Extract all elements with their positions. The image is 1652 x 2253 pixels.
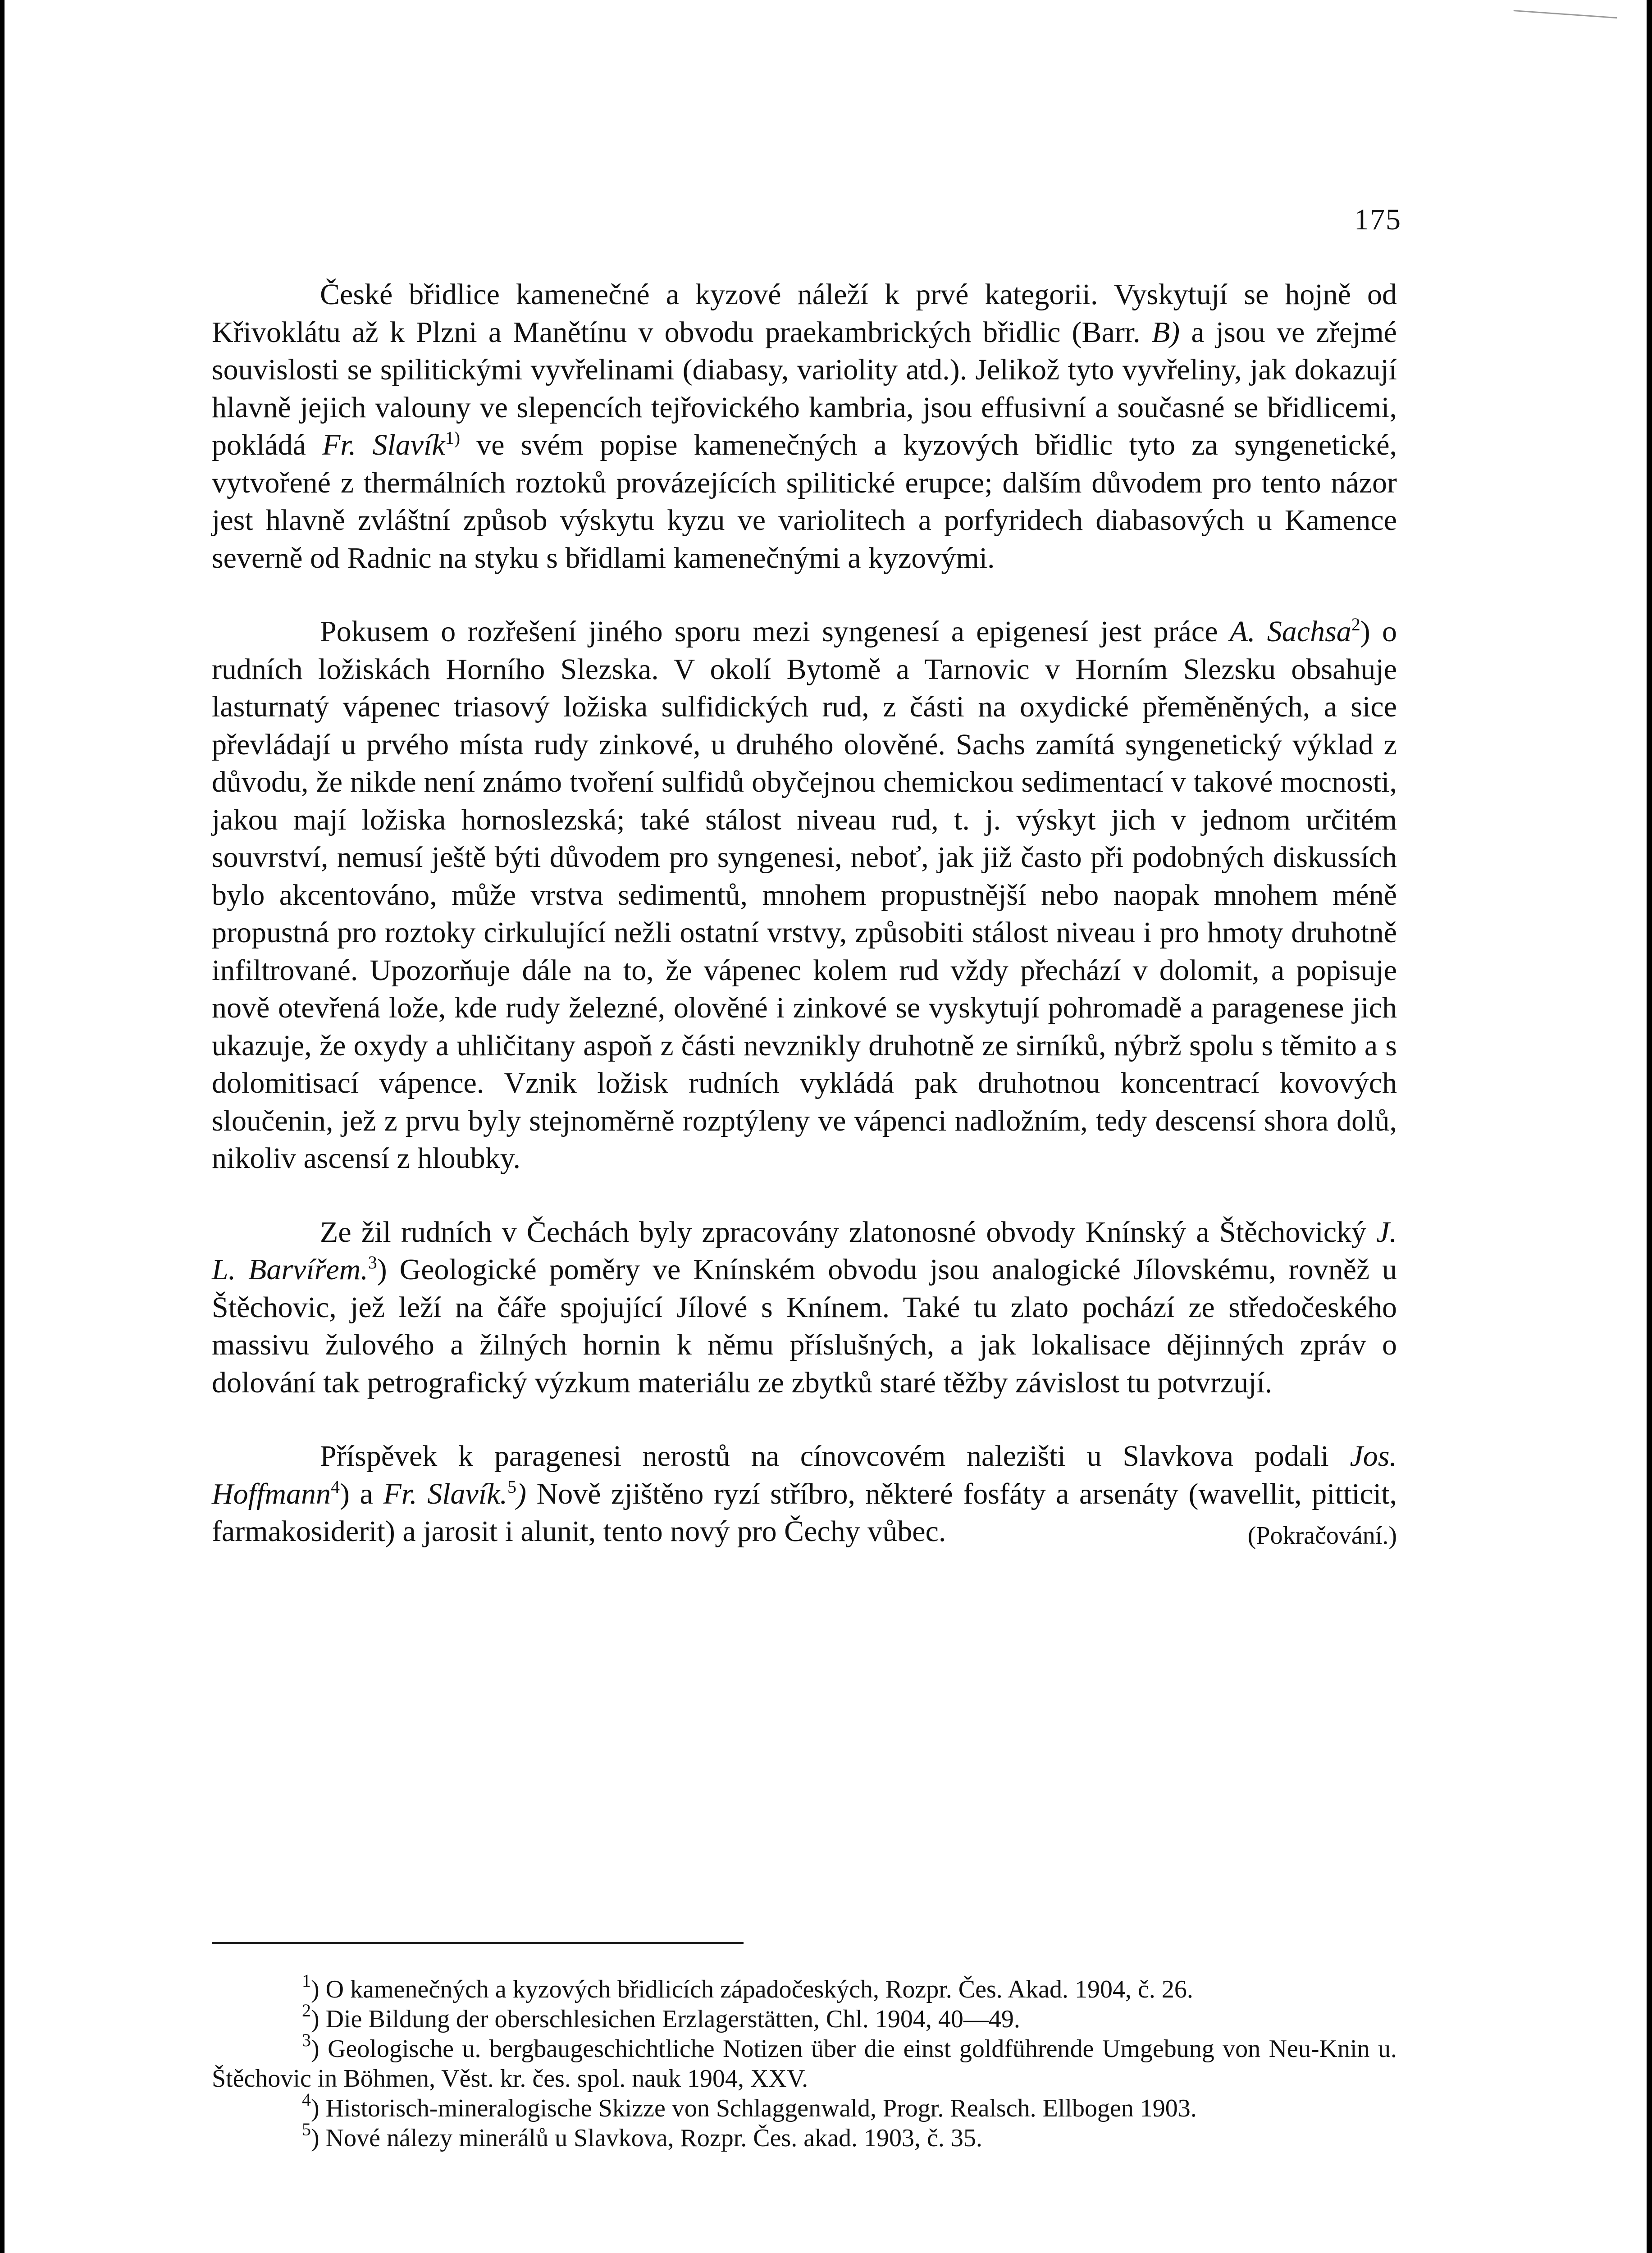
footnote-mark: 1 — [302, 1970, 311, 1991]
footnote-mark: 5 — [302, 2119, 311, 2139]
footnote: $^1$) O kamenečných a kyzových břidlicích západočeských, Rozpr. Čes. Akad. 1904, č. 26. — [302, 1970, 1193, 2003]
text-segment: ) o rudních ložiskách Horního Slezska. V okolí Bytomě a Tarnovic v Horním Slezsku obsahuje lasturnatý vápenec triasový ložiska sulfidických rud, z části na oxydické přeměněných, a sice převládají u prvého místa rudy zinkové, u druhého olověné. Sachs zamítá syngenetický výklad z důvodu, že nikde není známo tvoření sulfidů obyčejnou chemickou sedimentací v takové mocnosti, jakou mají ložiska hornoslezská; také stálost niveau rud, t. j. výskyt jich v jednom určitém souvrství, nemusí ještě býti důvodem pro syngenesi, neboť, jak již často při podobných diskussích bylo akcentováno, může vrstva sedimentů, mnohem propustnější nebo naopak mnohem méně propustná pro roztoky cirkulující nežli ostatní vrstvy, způsobiti stálost niveau i pro hmoty druhotně infiltrované. Upozorňuje dále na to, že vápenec kolem rud vždy přechází v dolomit, a popisuje nově otevřená lože, kde rudy železné, olověné i zinkové se vyskytují pohromadě a paragenese jich ukazuje, že oxydy a uhličitany aspoň z části nevznikly druhotně ze sirníků, nýbrž spolu s těmito a s dolomitisací vápence. Vznik ložisk rudních vykládá pak druhotnou koncentrací kovových sloučenin, jež z prvu byly stejnoměrně rozptýleny ve vápenci nadložním, tedy descensí shora dolů, nikoliv ascensí z hloubky. — [212, 615, 1397, 1175]
footnote-reference: 3 — [368, 1252, 377, 1272]
text-segment: Fr. Slavík. — [383, 1477, 507, 1510]
footnote-text: Historisch-mineralogische Skizze von Schlaggenwald, Progr. Realsch. Ellbogen 1903. — [325, 2094, 1197, 2122]
footnote-text: O kamenečných a kyzových břidlicích západočeských, Rozpr. Čes. Akad. 1904, č. 26. — [325, 1975, 1193, 2003]
footnote-mark: 3 — [302, 2030, 311, 2050]
text-segment: Fr. Slavík — [322, 429, 445, 461]
text-segment: a jsou ve zřejmé souvislosti se spilitickými vyvřelinami (diabasy, variolity atd.). Jelikož tyto vyvřeliny, jak dokazují hlavně jejich valouny ve slepencích tejřovického kambria, jsou effusivní a současné se břidlicemi, pokládá — [212, 315, 1397, 461]
text-segment: ) Geologické poměry ve Knínském obvodu jsou analogické Jílovskému, rovněž u Štěchovic, jež leží na čáře spojující Jílové s Knínem. Také tu zlato pochází ze středočeského massivu žulového a žilných hornin k němu příslušných, a jak lokalisace dějinných zpráv o dolování tak petrografický výzkum materiálu ze zbytků staré těžby závislost tu potvrzují. — [212, 1253, 1397, 1399]
footnote-divider — [212, 1942, 744, 1944]
body-text — [212, 276, 1397, 1555]
page-number: 175 — [1354, 203, 1401, 236]
footnote-reference: 5 — [507, 1476, 516, 1497]
text-segment: ) a — [340, 1477, 383, 1510]
paragraph — [212, 276, 1397, 577]
footnote-reference: 4 — [331, 1476, 340, 1497]
footnote: $^3$) Geologische u. bergbaugeschichtliche Notizen über die einst goldführende Umgebung von Neu-Knin u. Štěchovic in Böhmen, Věst. kr. čes. spol. nauk 1904, XXV. — [212, 2030, 1397, 2093]
text-segment: ) — [516, 1477, 526, 1510]
continuation-note: (Pokračování.) — [1247, 1522, 1397, 1550]
paragraph — [212, 613, 1397, 1177]
footnote-text: Nové nálezy minerálů u Slavkova, Rozpr. Čes. akad. 1903, č. 35. — [325, 2124, 982, 2152]
footnote-mark: 4 — [302, 2089, 311, 2110]
text-segment: ve svém popise kamenečných a kyzových břidlic tyto za syngenetické, vytvořené z thermálních roztoků provázejících spilitické erupce; dalším důvodem pro tento názor jest hlavně zvláštní způsob výskytu kyzu ve variolitech a porfyridech diabasových u Kamence severně od Radnic na styku s břidlami kamenečnými a kyzovými. — [212, 429, 1397, 575]
footnote-reference: 2 — [1351, 614, 1360, 634]
paragraph — [212, 1213, 1397, 1402]
footnote-reference: 1) — [445, 428, 461, 448]
footnotes — [212, 1970, 1397, 2153]
footnote-mark: 2 — [302, 2000, 311, 2020]
paragraph — [212, 1437, 1397, 1551]
text-segment: Příspěvek k paragenesi nerostů na cínovcovém nalezišti u Slavkova podali — [320, 1440, 1350, 1473]
footnote: $^5$) Nové nálezy minerálů u Slavkova, Rozpr. Čes. akad. 1903, č. 35. — [302, 2119, 982, 2152]
text-segment: B) — [1151, 315, 1180, 349]
text-segment: A. Sachsa — [1229, 615, 1351, 648]
footnote-text: Die Bildung der oberschlesichen Erzlagerstätten, Chl. 1904, 40—49. — [325, 2005, 1020, 2033]
text-segment: Jos. Hoffmann — [212, 1440, 1397, 1510]
scan-edge-right — [1647, 0, 1652, 2253]
text-segment: Pokusem o rozřešení jiného sporu mezi syngenesí a epigenesí jest práce — [320, 615, 1230, 648]
footnote-text: Geologische u. bergbaugeschichtliche Notizen über die einst goldführende Umgebung von Neu-Knin u. Štěchovic in Böhmen, Věst. kr. čes. spol. nauk 1904, XXV. — [212, 2035, 1397, 2093]
text-segment: J. L. Barvířem. — [212, 1215, 1397, 1286]
text-segment: Ze žil rudních v Čechách byly zpracovány zlatonosné obvody Knínský a Štěchovický — [320, 1215, 1377, 1249]
footnote: $^4$) Historisch-mineralogische Skizze von Schlaggenwald, Progr. Realsch. Ellbogen 1903. — [302, 2089, 1197, 2122]
scan-corner-mark — [1511, 10, 1617, 50]
text-segment: České břidlice kamenečné a kyzové náleží k prvé kategorii. Vyskytují se hojně od Křivoklátu až k Plzni a Manětínu v obvodu praekambrických břidlic (Barr. — [212, 278, 1397, 349]
scan-edge-left — [0, 0, 5, 2253]
footnote: $^2$) Die Bildung der oberschlesichen Erzlagerstätten, Chl. 1904, 40—49. — [302, 2000, 1020, 2033]
text-segment: Nově zjištěno ryzí stříbro, některé fosfáty a arsenáty (wavellit, pitticit, farmakosiderit) a jarosit i alunit, tento nový pro Čechy vůbec. — [212, 1477, 1397, 1548]
